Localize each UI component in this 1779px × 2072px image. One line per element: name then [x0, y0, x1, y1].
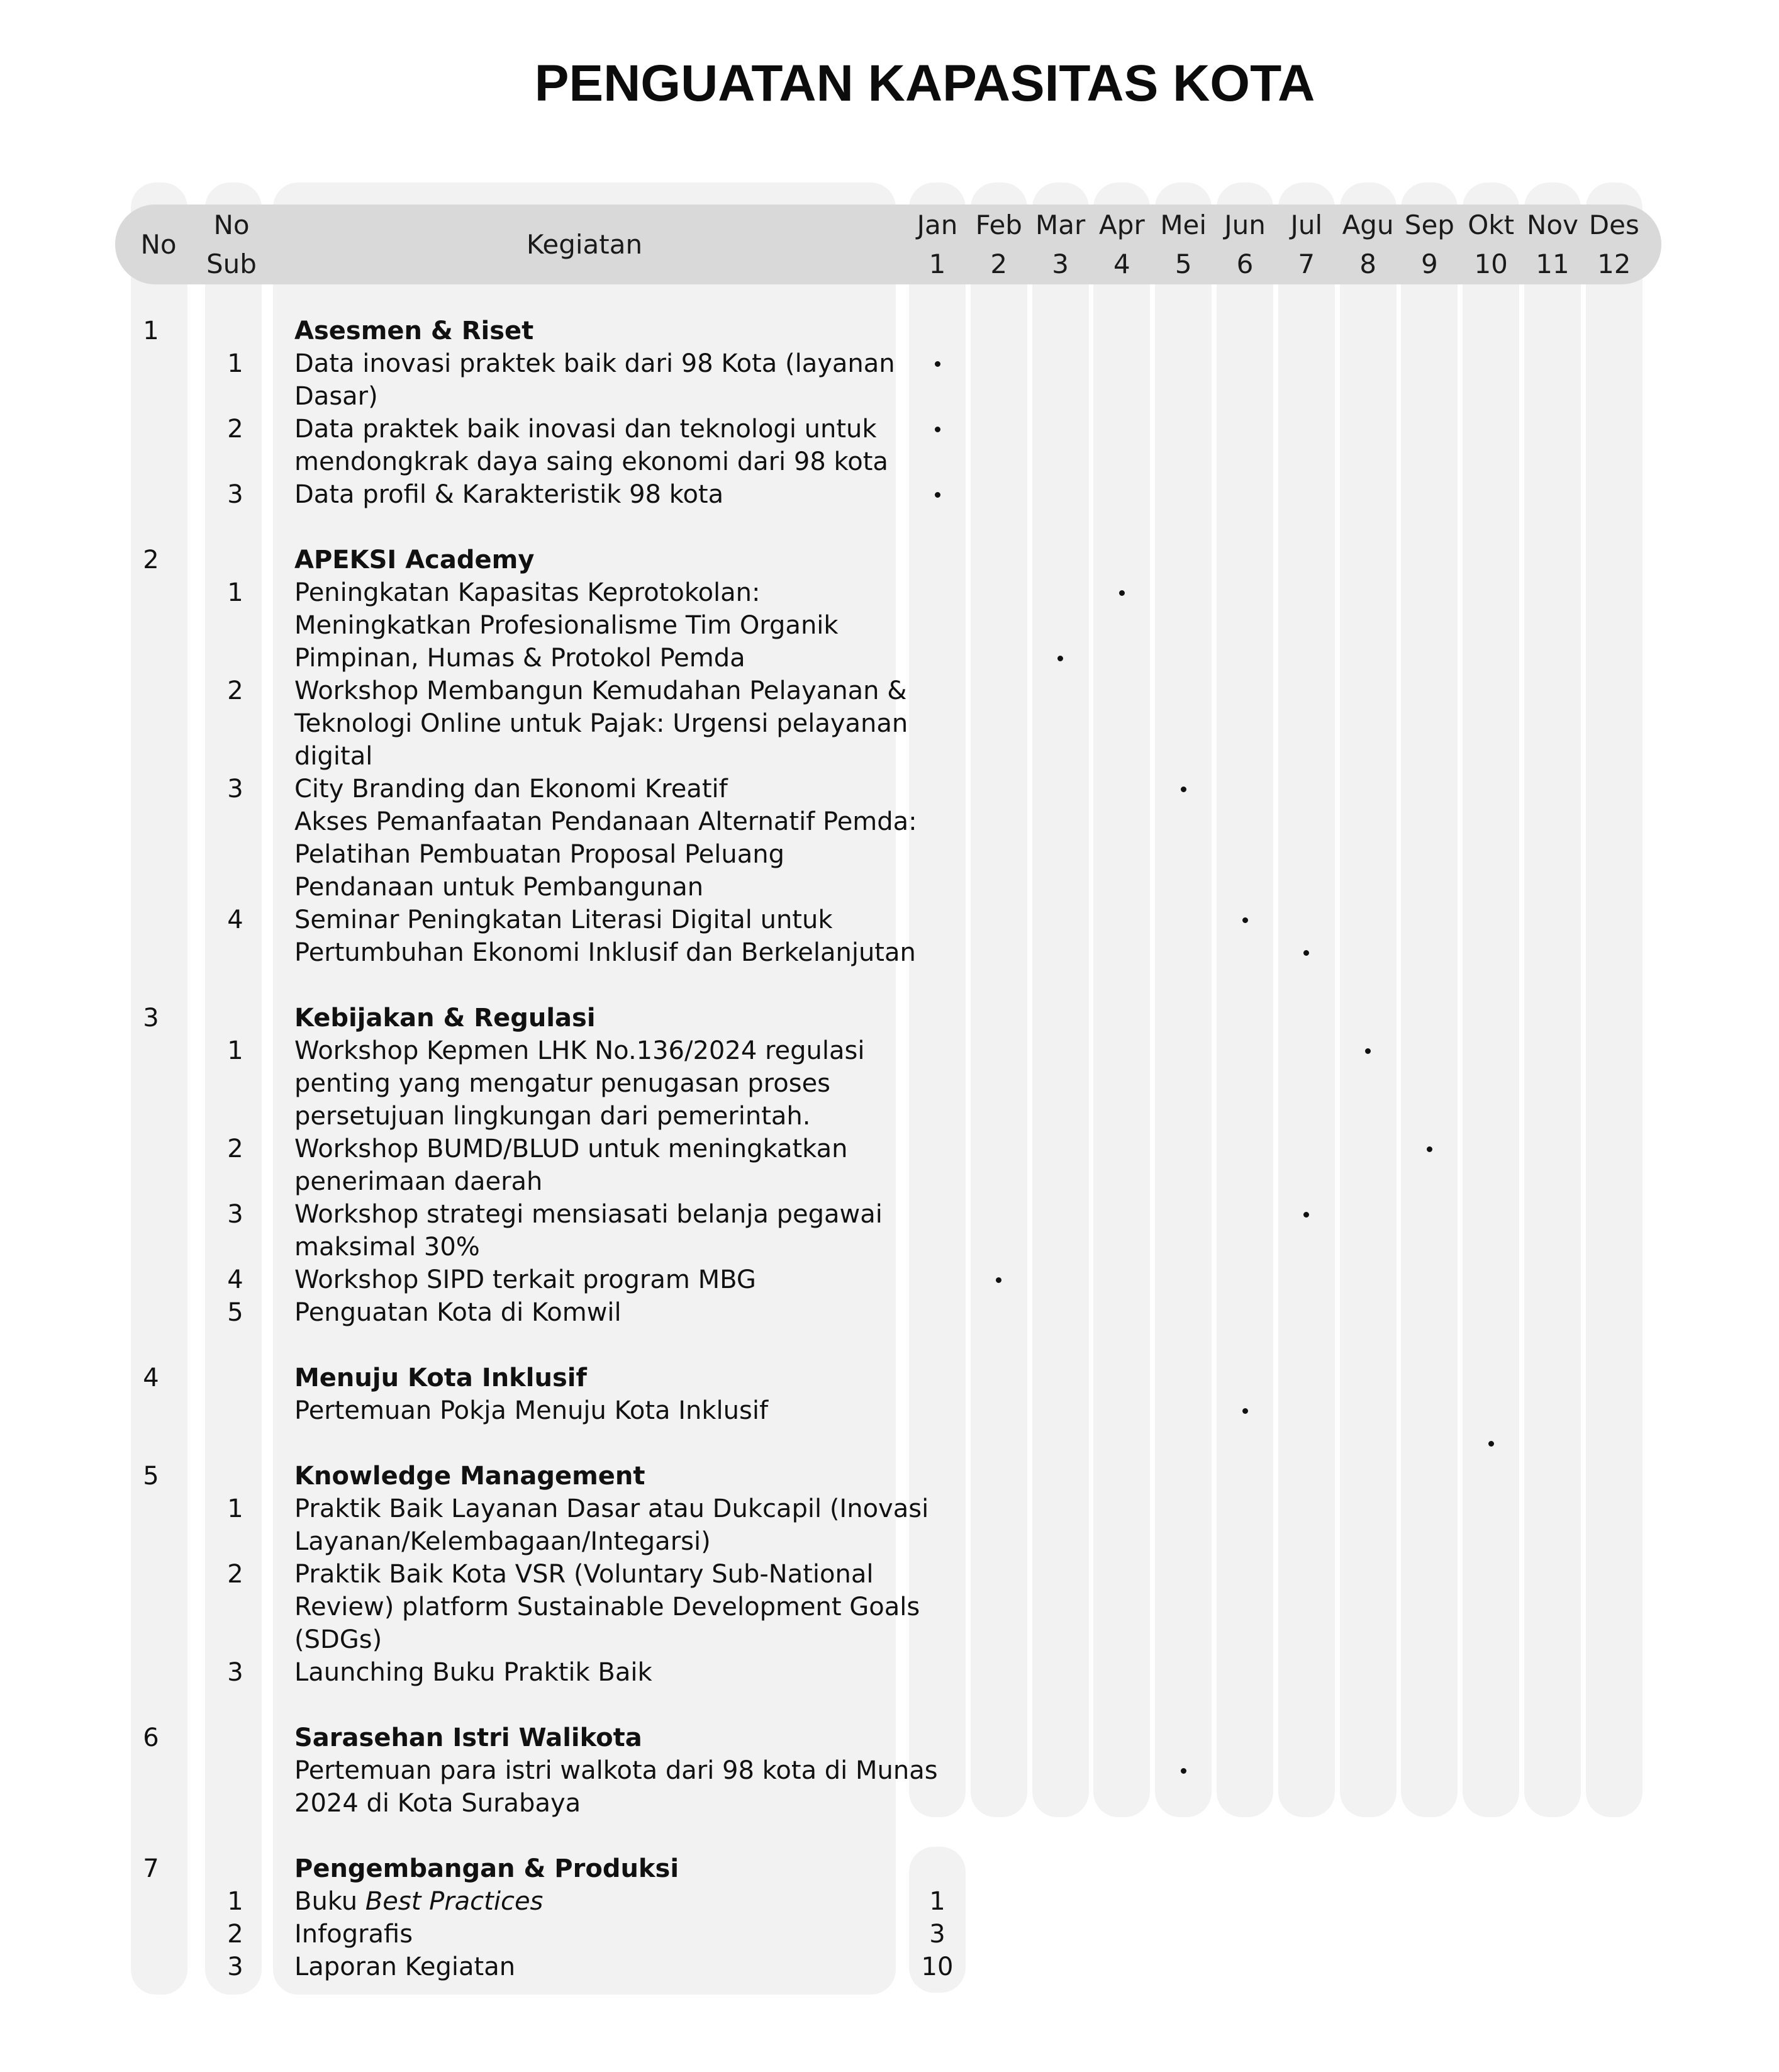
activity-text-plain: Buku	[294, 1887, 365, 1916]
section-number: 5	[143, 1462, 159, 1491]
activity-text: Meningkatkan Profesionalisme Tim Organik	[294, 611, 839, 640]
section-number: 6	[143, 1723, 159, 1752]
header-kegiatan	[273, 204, 896, 284]
activity-text: Pertemuan Pokja Menuju Kota Inklusif	[294, 1396, 769, 1425]
sub-number: 1	[227, 1036, 243, 1065]
activity-text: Peningkatan Kapasitas Keprotokolan:	[294, 578, 761, 607]
sub-number: 2	[227, 676, 243, 705]
sub-number: 2	[227, 1134, 243, 1163]
header-month-okt	[1459, 204, 1523, 284]
month-number: 2	[990, 248, 1008, 279]
schedule-dot	[935, 361, 940, 367]
header-month-jun	[1213, 204, 1277, 284]
sub-number: 1	[227, 578, 243, 607]
activity-text-italic: Best Practices	[365, 1887, 544, 1916]
schedule-dot	[935, 492, 940, 498]
schedule-dot	[1119, 590, 1125, 596]
section-number: 1	[143, 316, 159, 345]
month-number: 7	[1298, 248, 1315, 279]
activity-text: Praktik Baik Layanan Dasar atau Dukcapil (Inovasi	[294, 1494, 929, 1523]
month-name: Okt	[1468, 209, 1515, 240]
header-month-mei	[1151, 204, 1215, 284]
header-no-sub-line2: Sub	[206, 248, 257, 279]
activity-text: Akses Pemanfaatan Pendanaan Alternatif Pemda:	[294, 807, 917, 836]
section-title: Sarasehan Istri Walikota	[294, 1723, 642, 1752]
section-title: Pengembangan & Produksi	[294, 1854, 679, 1883]
activity-text: Data praktek baik inovasi dan teknologi untuk	[294, 415, 877, 444]
month-name: Agu	[1342, 209, 1394, 240]
month-column-nov	[1524, 182, 1581, 1817]
schedule-dot	[1242, 1408, 1248, 1414]
header-month-feb	[967, 204, 1031, 284]
activity-text	[294, 1918, 413, 1951]
month-column-mei	[1155, 182, 1212, 1817]
month-number: 12	[1597, 248, 1631, 279]
month-column-jun	[1217, 182, 1273, 1817]
sub-number: 5	[227, 1298, 243, 1327]
activity-text: Layanan/Kelembagaan/Integarsi)	[294, 1527, 711, 1556]
section-number: 2	[143, 546, 159, 574]
month-name: Nov	[1527, 209, 1578, 240]
month-number: 5	[1174, 248, 1192, 279]
schedule-dot	[1181, 787, 1186, 792]
header-month-mar	[1029, 204, 1093, 284]
month-name: Feb	[975, 209, 1022, 240]
month-name: Des	[1588, 209, 1639, 240]
month-number: 11	[1536, 248, 1570, 279]
header-month-sep	[1397, 204, 1461, 284]
month-number: 6	[1236, 248, 1254, 279]
activity-text: Pertemuan para istri walkota dari 98 kota di Munas	[294, 1756, 938, 1785]
sub-number: 2	[227, 415, 243, 444]
header-month-jan	[905, 204, 969, 284]
activity-text	[294, 1885, 543, 1918]
month-number: 3	[1052, 248, 1069, 279]
schedule-dot	[1488, 1441, 1494, 1447]
sub-number: 2	[227, 1920, 243, 1949]
sub-number: 3	[227, 1952, 243, 1981]
section-number: 4	[143, 1364, 159, 1392]
activity-text: City Branding dan Ekonomi Kreatif	[294, 775, 728, 804]
header-month-agu	[1336, 204, 1400, 284]
month-name: Apr	[1099, 209, 1145, 240]
activity-text: Workshop Membangun Kemudahan Pelayanan &	[294, 676, 907, 705]
sub-number: 1	[227, 1494, 243, 1523]
header-kegiatan-label: Kegiatan	[526, 228, 643, 260]
sub-number: 4	[227, 1265, 243, 1294]
month-column-sep	[1401, 182, 1458, 1817]
sub-number: 2	[227, 1560, 243, 1589]
month-number: 8	[1359, 248, 1376, 279]
activity-text: persetujuan lingkungan dari pemerintah.	[294, 1102, 811, 1131]
month-name: Jul	[1290, 209, 1323, 240]
activity-text: Seminar Peningkatan Literasi Digital untuk	[294, 905, 833, 934]
month-name: Jun	[1224, 209, 1266, 240]
production-quantity: 10	[921, 1952, 954, 1981]
activity-text-plain: Laporan Kegiatan	[294, 1952, 516, 1981]
activity-text: Penguatan Kota di Komwil	[294, 1298, 622, 1327]
production-quantity: 3	[929, 1920, 945, 1949]
month-name: Mar	[1035, 209, 1086, 240]
month-column-feb	[971, 182, 1027, 1817]
activity-text: 2024 di Kota Surabaya	[294, 1789, 581, 1818]
activity-text: Teknologi Online untuk Pajak: Urgensi pelayanan	[294, 709, 908, 738]
month-column-mar	[1032, 182, 1089, 1817]
activity-text: digital	[294, 742, 373, 771]
sub-number: 1	[227, 1887, 243, 1916]
month-number: 4	[1113, 248, 1130, 279]
production-quantity: 1	[929, 1887, 945, 1916]
activity-text: Data profil & Karakteristik 98 kota	[294, 480, 724, 509]
activity-text: Data inovasi praktek baik dari 98 Kota (layanan	[294, 349, 895, 378]
month-column-jul	[1278, 182, 1335, 1817]
sub-number: 1	[227, 349, 243, 378]
schedule-dot	[1181, 1768, 1186, 1774]
header-month-des	[1582, 204, 1646, 284]
activity-text: Workshop SIPD terkait program MBG	[294, 1265, 756, 1294]
activity-text: Pertumbuhan Ekonomi Inklusif dan Berkelanjutan	[294, 938, 916, 967]
section-title: APEKSI Academy	[294, 546, 535, 574]
activity-text: Workshop BUMD/BLUD untuk meningkatkan	[294, 1134, 848, 1163]
header-month-jul	[1274, 204, 1339, 284]
month-number: 10	[1474, 248, 1508, 279]
activity-text: Review) platform Sustainable Development Goals	[294, 1593, 920, 1621]
header-no-label: No	[140, 228, 177, 260]
month-name: Jan	[917, 209, 958, 240]
section-title: Menuju Kota Inklusif	[294, 1364, 587, 1392]
activity-text: (SDGs)	[294, 1625, 382, 1654]
activity-text: Dasar)	[294, 382, 378, 411]
section-number: 3	[143, 1004, 159, 1033]
section-title: Kebijakan & Regulasi	[294, 1004, 596, 1033]
sub-number: 4	[227, 905, 243, 934]
activity-text: Workshop strategi mensiasati belanja pegawai	[294, 1200, 883, 1229]
activity-text: penerimaan daerah	[294, 1167, 543, 1196]
header-no-sub	[199, 204, 264, 284]
schedule-dot	[1242, 917, 1248, 923]
activity-text: Pelatihan Pembuatan Proposal Peluang	[294, 840, 784, 869]
sub-number: 3	[227, 1200, 243, 1229]
schedule-dot	[935, 427, 940, 432]
header-month-nov	[1520, 204, 1585, 284]
month-column-agu	[1340, 182, 1397, 1817]
activity-text: Praktik Baik Kota VSR (Voluntary Sub-National	[294, 1560, 874, 1589]
page-title: PENGUATAN KAPASITAS KOTA	[534, 55, 1315, 112]
sub-number: 3	[227, 1658, 243, 1687]
month-name: Mei	[1160, 209, 1207, 240]
header-month-apr	[1090, 204, 1154, 284]
header-no-sub-line1: No	[213, 209, 250, 240]
activity-text: maksimal 30%	[294, 1233, 480, 1262]
activity-text-plain: Infografis	[294, 1920, 413, 1949]
section-number: 7	[143, 1854, 159, 1883]
activity-text: Workshop Kepmen LHK No.136/2024 regulasi	[294, 1036, 865, 1065]
section-title: Asesmen & Riset	[294, 316, 534, 345]
activity-text: penting yang mengatur penugasan proses	[294, 1069, 831, 1098]
activity-text: Pimpinan, Humas & Protokol Pemda	[294, 644, 745, 673]
month-number: 9	[1421, 248, 1438, 279]
sub-number: 3	[227, 480, 243, 509]
month-column-des	[1586, 182, 1642, 1817]
section-title: Knowledge Management	[294, 1462, 645, 1491]
month-column-okt	[1463, 182, 1519, 1817]
activity-text: Pendanaan untuk Pembangunan	[294, 873, 704, 902]
activity-text: Launching Buku Praktik Baik	[294, 1658, 652, 1687]
schedule-dot	[1427, 1146, 1432, 1152]
month-name: Sep	[1404, 209, 1454, 240]
header-no	[126, 204, 191, 284]
activity-text	[294, 1951, 515, 1983]
column-nosub-bg	[205, 182, 262, 1995]
month-number: 1	[929, 248, 946, 279]
activity-text: mendongkrak daya saing ekonomi dari 98 kota	[294, 447, 888, 476]
sub-number: 3	[227, 775, 243, 804]
month-column-apr	[1093, 182, 1150, 1817]
